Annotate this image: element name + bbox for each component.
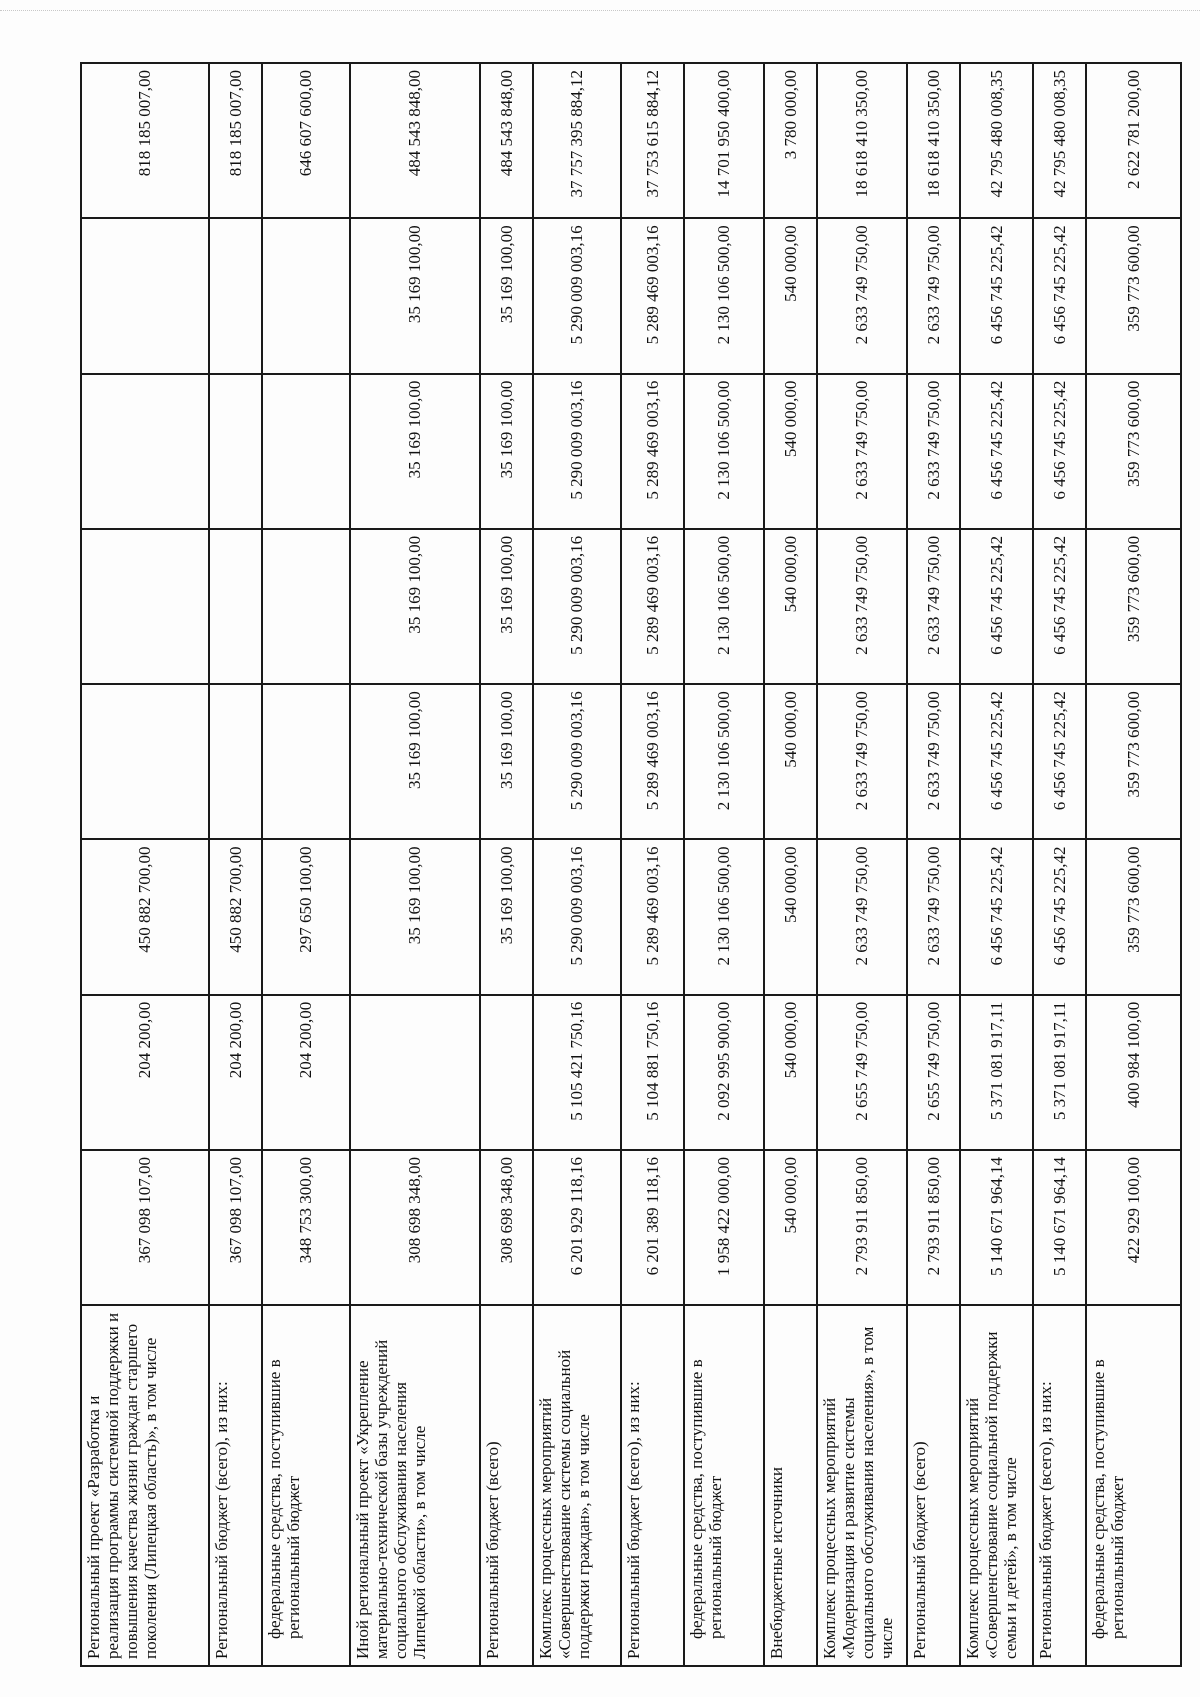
amount-cell: 6 456 745 225,42 [960, 839, 1033, 994]
amount-cell: 35 169 100,00 [350, 684, 480, 839]
amount-cell: 6 456 745 225,42 [960, 218, 1033, 373]
amount-cell: 204 200,00 [209, 995, 262, 1150]
amount-cell: 42 795 480 008,35 [1033, 63, 1086, 218]
amount-cell: 2 130 106 500,00 [684, 839, 764, 994]
amount-cell: 5 371 081 917,11 [960, 995, 1033, 1150]
amount-cell [262, 529, 350, 684]
row-label: Региональный бюджет (всего), из них: [621, 1305, 684, 1666]
row-label: Комплекс процессных мероприятий «Модернизация и развитие системы социального обслуживания населения», в том числе [817, 1305, 907, 1666]
amount-cell: 14 701 950 400,00 [684, 63, 764, 218]
amount-cell: 6 201 389 118,16 [621, 1150, 684, 1305]
table-row [262, 63, 350, 1666]
amount-cell: 2 130 106 500,00 [684, 218, 764, 373]
row-label: федеральные средства, поступившие в региональный бюджет [262, 1305, 350, 1666]
amount-cell: 35 169 100,00 [350, 839, 480, 994]
amount-cell: 367 098 107,00 [81, 1150, 209, 1305]
amount-cell: 422 929 100,00 [1086, 1150, 1181, 1305]
amount-cell: 35 169 100,00 [350, 374, 480, 529]
scan-top-edge [0, 0, 1200, 11]
amount-cell: 3 780 000,00 [764, 63, 817, 218]
amount-cell: 35 169 100,00 [480, 839, 533, 994]
amount-cell: 359 773 600,00 [1086, 218, 1181, 373]
amount-cell: 540 000,00 [764, 684, 817, 839]
amount-cell: 2 633 749 750,00 [817, 374, 907, 529]
amount-cell: 450 882 700,00 [81, 839, 209, 994]
amount-cell: 646 607 600,00 [262, 63, 350, 218]
amount-cell: 6 456 745 225,42 [1033, 684, 1086, 839]
amount-cell: 540 000,00 [764, 529, 817, 684]
amount-cell: 35 169 100,00 [480, 684, 533, 839]
amount-cell: 6 456 745 225,42 [960, 684, 1033, 839]
row-label: федеральные средства, поступившие в региональный бюджет [684, 1305, 764, 1666]
row-label: Региональный проект «Разработка и реализация программы системной поддержки и повышения качества жизни граждан старшего поколения (Липецкая область)», в том числе [81, 1305, 209, 1666]
amount-cell: 35 169 100,00 [350, 218, 480, 373]
amount-cell: 5 105 421 750,16 [533, 995, 621, 1150]
amount-cell: 5 290 009 003,16 [533, 374, 621, 529]
amount-cell: 450 882 700,00 [209, 839, 262, 994]
table-row [817, 63, 907, 1666]
amount-cell: 5 371 081 917,11 [1033, 995, 1086, 1150]
amount-cell: 18 618 410 350,00 [907, 63, 960, 218]
amount-cell: 6 456 745 225,42 [960, 374, 1033, 529]
amount-cell: 5 140 671 964,14 [1033, 1150, 1086, 1305]
table-row [764, 63, 817, 1666]
amount-cell: 6 456 745 225,42 [960, 529, 1033, 684]
amount-cell: 5 140 671 964,14 [960, 1150, 1033, 1305]
table-row [350, 63, 480, 1666]
amount-cell [81, 684, 209, 839]
amount-cell: 367 098 107,00 [209, 1150, 262, 1305]
rotated-table-container [80, 62, 1143, 1667]
amount-cell: 540 000,00 [764, 374, 817, 529]
row-label: Региональный бюджет (всего), из них: [209, 1305, 262, 1666]
row-label: Иной региональный проект «Укрепление материально-технической базы учреждений социального обслуживания населения Липецкой области», в том числе [350, 1305, 480, 1666]
amount-cell: 35 169 100,00 [480, 374, 533, 529]
amount-cell: 6 456 745 225,42 [1033, 374, 1086, 529]
amount-cell [480, 995, 533, 1150]
amount-cell: 484 543 848,00 [480, 63, 533, 218]
amount-cell [209, 374, 262, 529]
table-row [480, 63, 533, 1666]
amount-cell: 818 185 007,00 [81, 63, 209, 218]
amount-cell: 37 753 615 884,12 [621, 63, 684, 218]
amount-cell: 5 289 469 003,16 [621, 374, 684, 529]
table-row [209, 63, 262, 1666]
table-row [533, 63, 621, 1666]
amount-cell: 2 130 106 500,00 [684, 374, 764, 529]
amount-cell: 37 757 395 884,12 [533, 63, 621, 218]
amount-cell: 5 290 009 003,16 [533, 684, 621, 839]
amount-cell: 6 456 745 225,42 [1033, 839, 1086, 994]
amount-cell: 2 793 911 850,00 [907, 1150, 960, 1305]
row-label: Региональный бюджет (всего) [480, 1305, 533, 1666]
amount-cell: 2 633 749 750,00 [907, 218, 960, 373]
amount-cell: 5 290 009 003,16 [533, 839, 621, 994]
amount-cell: 359 773 600,00 [1086, 529, 1181, 684]
amount-cell: 35 169 100,00 [480, 218, 533, 373]
amount-cell: 5 289 469 003,16 [621, 684, 684, 839]
amount-cell: 359 773 600,00 [1086, 374, 1181, 529]
amount-cell: 35 169 100,00 [480, 529, 533, 684]
amount-cell: 540 000,00 [764, 1150, 817, 1305]
table-row [1086, 63, 1181, 1666]
amount-cell [262, 218, 350, 373]
table-row [960, 63, 1033, 1666]
amount-cell: 5 289 469 003,16 [621, 839, 684, 994]
amount-cell [209, 218, 262, 373]
amount-cell: 540 000,00 [764, 218, 817, 373]
amount-cell: 2 655 749 750,00 [817, 995, 907, 1150]
amount-cell: 297 650 100,00 [262, 839, 350, 994]
amount-cell: 18 618 410 350,00 [817, 63, 907, 218]
amount-cell: 359 773 600,00 [1086, 839, 1181, 994]
budget-table-body [81, 63, 1181, 1666]
amount-cell: 540 000,00 [764, 995, 817, 1150]
amount-cell [81, 529, 209, 684]
budget-table [80, 62, 1182, 1667]
row-label: Региональный бюджет (всего) [907, 1305, 960, 1666]
amount-cell: 5 289 469 003,16 [621, 529, 684, 684]
amount-cell: 359 773 600,00 [1086, 684, 1181, 839]
amount-cell: 35 169 100,00 [350, 529, 480, 684]
amount-cell: 2 633 749 750,00 [907, 684, 960, 839]
row-label: федеральные средства, поступившие в региональный бюджет [1086, 1305, 1181, 1666]
amount-cell: 204 200,00 [81, 995, 209, 1150]
amount-cell: 2 633 749 750,00 [817, 529, 907, 684]
amount-cell: 6 456 745 225,42 [1033, 529, 1086, 684]
amount-cell: 204 200,00 [262, 995, 350, 1150]
amount-cell: 2 633 749 750,00 [817, 218, 907, 373]
table-row [1033, 63, 1086, 1666]
amount-cell [262, 684, 350, 839]
amount-cell: 348 753 300,00 [262, 1150, 350, 1305]
table-row [684, 63, 764, 1666]
amount-cell: 42 795 480 008,35 [960, 63, 1033, 218]
amount-cell: 2 633 749 750,00 [907, 374, 960, 529]
amount-cell: 1 958 422 000,00 [684, 1150, 764, 1305]
amount-cell: 308 698 348,00 [350, 1150, 480, 1305]
amount-cell: 484 543 848,00 [350, 63, 480, 218]
amount-cell: 2 633 749 750,00 [817, 839, 907, 994]
amount-cell: 2 655 749 750,00 [907, 995, 960, 1150]
amount-cell: 308 698 348,00 [480, 1150, 533, 1305]
amount-cell: 6 201 929 118,16 [533, 1150, 621, 1305]
amount-cell: 2 633 749 750,00 [907, 529, 960, 684]
amount-cell: 2 130 106 500,00 [684, 684, 764, 839]
amount-cell: 818 185 007,00 [209, 63, 262, 218]
table-row [907, 63, 960, 1666]
amount-cell: 5 289 469 003,16 [621, 218, 684, 373]
row-label: Комплекс процессных мероприятий «Совершенствование социальной поддержки семьи и детей», в том числе [960, 1305, 1033, 1666]
row-label: Внебюджетные источники [764, 1305, 817, 1666]
amount-cell: 2 793 911 850,00 [817, 1150, 907, 1305]
amount-cell: 2 622 781 200,00 [1086, 63, 1181, 218]
amount-cell [262, 374, 350, 529]
amount-cell [81, 374, 209, 529]
amount-cell [81, 218, 209, 373]
amount-cell [209, 529, 262, 684]
amount-cell: 2 633 749 750,00 [817, 684, 907, 839]
amount-cell: 5 104 881 750,16 [621, 995, 684, 1150]
row-label: Региональный бюджет (всего), из них: [1033, 1305, 1086, 1666]
amount-cell: 6 456 745 225,42 [1033, 218, 1086, 373]
table-row [81, 63, 209, 1666]
amount-cell: 2 092 995 900,00 [684, 995, 764, 1150]
amount-cell: 400 984 100,00 [1086, 995, 1181, 1150]
amount-cell: 2 130 106 500,00 [684, 529, 764, 684]
amount-cell: 2 633 749 750,00 [907, 839, 960, 994]
amount-cell: 540 000,00 [764, 839, 817, 994]
amount-cell: 5 290 009 003,16 [533, 529, 621, 684]
amount-cell [350, 995, 480, 1150]
row-label: Комплекс процессных мероприятий «Совершенствование системы социальной поддержки граждан», в том числе [533, 1305, 621, 1666]
amount-cell: 5 290 009 003,16 [533, 218, 621, 373]
table-row [621, 63, 684, 1666]
amount-cell [209, 684, 262, 839]
